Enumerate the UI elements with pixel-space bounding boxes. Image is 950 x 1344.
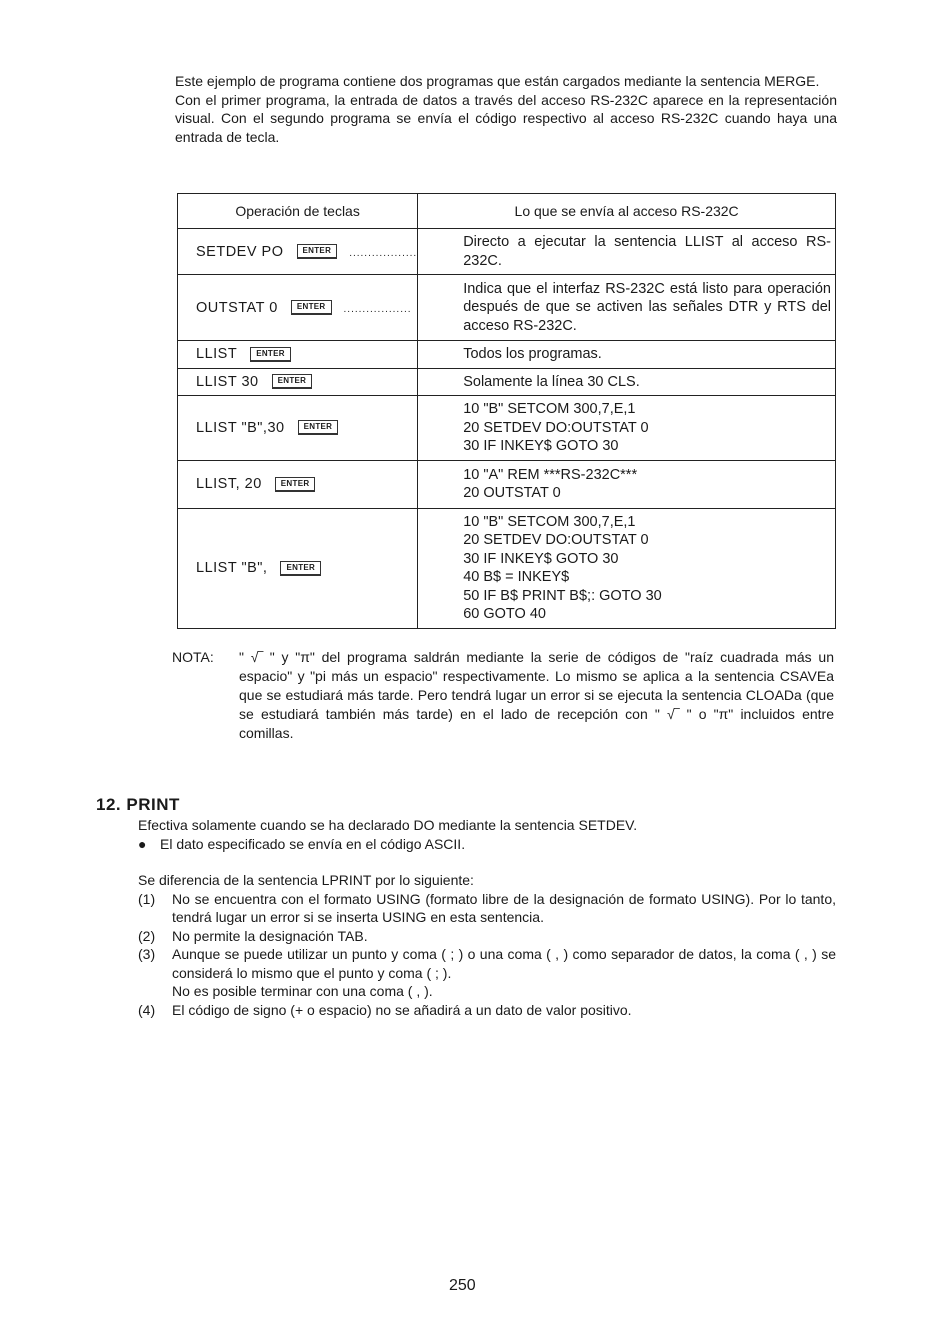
intro-paragraph-1: Este ejemplo de programa contiene dos programas que están cargados mediante la sentencia MERGE. xyxy=(175,73,820,89)
description-cell xyxy=(418,368,836,396)
description-cell xyxy=(418,275,836,341)
key-cell xyxy=(178,396,418,461)
bullet-icon: ● xyxy=(138,835,147,852)
table-row xyxy=(178,341,836,369)
key-cell xyxy=(178,368,418,396)
item-number: (1) xyxy=(138,890,156,907)
description-cell xyxy=(418,229,836,275)
note-text: " √‾ " y "π" del programa saldrán mediante la serie de códigos de "raíz cuadrada más un espacio" y "pi más un espacio" respectivamente. Lo mismo se aplica a la sentencia CSAVEa que se estudiará más tarde. Pero tendrá lugar un error si se ejecuta la sentencia CLOADa (que se estudiará también más tarde) en el lado de recepción con " √‾ " o "π" incluidos entre comillas. xyxy=(239,649,834,741)
enter-key-icon: ENTER xyxy=(298,420,339,435)
list-item xyxy=(138,945,836,982)
item-text: No permite la designación TAB. xyxy=(172,927,368,944)
intro-paragraph-2: Con el primer programa, la entrada de datos a través del acceso RS-232C aparece en la representación visual. Con el segundo programa se envía el código respectivo al acceso RS-232C cuando haya una entrada de tecla. xyxy=(175,91,837,145)
table-row xyxy=(178,229,836,275)
table-row xyxy=(178,396,836,461)
enter-key-icon: ENTER xyxy=(250,347,291,362)
leader-dots: .................. xyxy=(343,303,412,315)
note-label: NOTA: xyxy=(172,649,214,665)
table-header-row xyxy=(178,194,836,229)
code-line: 30 IF INKEY$ GOTO 30 xyxy=(463,438,619,454)
enter-key-icon: ENTER xyxy=(275,477,316,492)
key-cell xyxy=(178,229,418,275)
page-number: 250 xyxy=(449,1277,476,1294)
code-line: 10 "B" SETCOM 300,7,E,1 xyxy=(463,513,636,530)
key-command: SETDEV PO xyxy=(196,243,284,260)
key-command: LLIST 30 xyxy=(196,373,259,390)
note-block xyxy=(172,648,834,743)
header-key-operation: Operación de teclas xyxy=(178,194,418,229)
description-text: Solamente la línea 30 CLS. xyxy=(463,373,640,390)
key-command: LLIST "B", xyxy=(196,560,268,576)
bullet-text: El dato especificado se envía en el código ASCII. xyxy=(160,835,466,852)
code-line: 10 "A" REM ***RS-232C*** xyxy=(463,466,638,483)
description-text: Todos los programas. xyxy=(463,346,602,362)
code-line: 20 SETDEV DO:OUTSTAT 0 xyxy=(463,419,649,436)
code-line: 50 IF B$ PRINT B$;: GOTO 30 xyxy=(463,587,662,604)
description-cell xyxy=(418,508,836,628)
code-line: 20 SETDEV DO:OUTSTAT 0 xyxy=(463,532,649,548)
item-number: (3) xyxy=(138,946,156,962)
key-cell xyxy=(178,460,418,508)
list-item xyxy=(138,890,836,927)
enter-key-icon: ENTER xyxy=(272,374,313,389)
table-row xyxy=(178,508,836,628)
header-sent-to-port: Lo que se envía al acceso RS-232C xyxy=(418,194,836,229)
code-line: 30 IF INKEY$ GOTO 30 xyxy=(463,550,619,567)
item-text: No se encuentra con el formato USING (formato libre de la designación de formato USING). Por lo tanto, tendrá lugar un error si se inserta USING en esta sentencia. xyxy=(172,890,836,925)
code-line: 40 B$ = INKEY$ xyxy=(463,569,570,585)
intro-text xyxy=(175,72,837,146)
item-number: (2) xyxy=(138,927,156,944)
enter-key-icon: ENTER xyxy=(280,561,321,576)
print-section-body xyxy=(138,816,836,1019)
description-text: Directo a ejecutar la sentencia LLIST al acceso RS-232C. xyxy=(463,234,831,269)
table-row xyxy=(178,460,836,508)
description-cell xyxy=(418,460,836,508)
leader-dots: .................. xyxy=(349,247,418,259)
key-command: LLIST "B",30 xyxy=(196,419,285,436)
key-cell xyxy=(178,341,418,369)
section-title: 12. PRINT xyxy=(96,795,180,814)
enter-key-icon: ENTER xyxy=(291,300,332,315)
item-text: El código de signo (+ o espacio) no se añadirá a un dato de valor positivo. xyxy=(172,1001,632,1018)
enter-key-icon: ENTER xyxy=(297,244,338,259)
code-line: 20 OUTSTAT 0 xyxy=(463,485,561,501)
table-row xyxy=(178,275,836,341)
list-item xyxy=(138,1001,836,1020)
description-cell xyxy=(418,396,836,461)
code-line: 60 GOTO 40 xyxy=(463,606,546,622)
key-command: OUTSTAT 0 xyxy=(196,299,278,316)
key-command: LLIST, 20 xyxy=(196,476,262,492)
item-3-continuation: No es posible terminar con una coma ( , ). xyxy=(172,983,433,999)
key-operations-table xyxy=(177,193,836,629)
item-number: (4) xyxy=(138,1001,156,1018)
section-intro-2: Se diferencia de la sentencia LPRINT por lo siguiente: xyxy=(138,872,474,888)
list-item xyxy=(138,927,836,946)
table-row xyxy=(178,368,836,396)
bullet-item xyxy=(138,835,836,854)
key-command: LLIST xyxy=(196,346,238,363)
description-cell xyxy=(418,341,836,369)
key-cell xyxy=(178,508,418,628)
description-text: Indica que el interfaz RS-232C está listo para operación después de que se activen las señales DTR y RTS del acceso RS-232C. xyxy=(463,280,831,334)
code-line: 10 "B" SETCOM 300,7,E,1 xyxy=(463,401,636,417)
key-cell xyxy=(178,275,418,341)
item-text: Aunque se puede utilizar un punto y coma ( ; ) o una coma ( , ) como separador de datos, la coma ( , ) se considerá lo mismo que el punto y coma ( ; ). xyxy=(172,946,836,981)
section-line-1: Efectiva solamente cuando se ha declarado DO mediante la sentencia SETDEV. xyxy=(138,817,638,833)
